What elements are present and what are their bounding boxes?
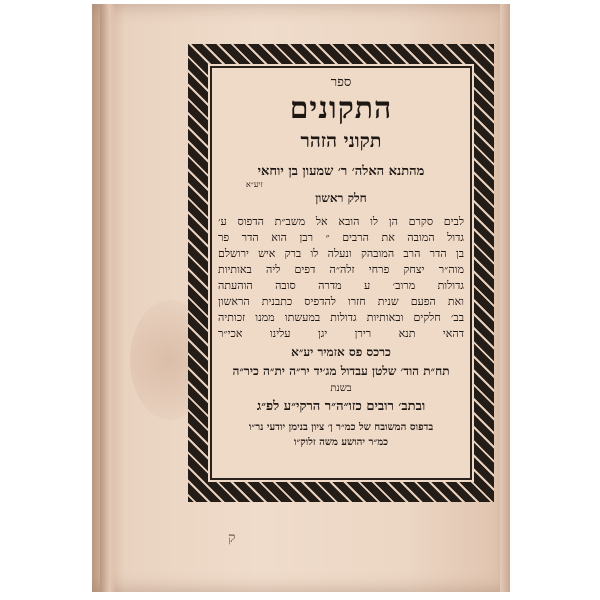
page-edge [500,4,510,592]
page-gutter [100,4,116,592]
author-line: מהתנא האלה׳ ר׳ שמעון בן יוחאי [257,164,425,179]
paragraph-line: גדול המובה את הרבים ״ רבן הוא הדר פר [218,231,464,244]
place-line: כרכס פס אזמיר יע״א [291,345,391,359]
paragraph-line: ואת הפעם שנית חזרו להדפיס כתבנית הראשון [218,295,464,308]
book-subtitle: תקוני הזהר [300,130,382,152]
paragraph-line: בב׳ חלקים ובאותיות גדולות במעשתו ממנו זכותיה [218,311,464,324]
year-label: בשנת [330,383,352,394]
ruler-line: תח״ת הוד׳ שלטן עבדול מג׳יד יר״ה ית״ה כיר״ה [232,364,450,378]
ornamental-border [188,44,494,502]
paragraph-line: דהאי תנא רירן יגן עלינו אכי״ר [218,327,464,340]
paragraph-line: מוה״ר יצחק פרחי זלה״ה דפים ליה באותיות [218,263,464,276]
paragraph-line: בן הדר הרב המובהק ונעלה לו ברק איש ירושלם [218,247,464,260]
margin-mark: ק [228,530,236,546]
book-title: התקונים [289,92,393,126]
year-line: ובתב׳ רובים כזו״ה״ר הרקי״ע לפ״ג [256,399,426,414]
paragraph-line: גדולות מרוב׳ ע מדרה סובה הוהעתה [218,279,464,292]
printer-line: בדפוס המשובח של כמ״ר ן׳ ציון בנימן יודעי נר״ו [248,422,434,433]
intro-paragraph [216,214,466,342]
printer-line-2: כמ״ר יהושע משה זלוק״ו [293,437,389,448]
author-suffix: זיע״א [246,180,263,189]
sefer-label: ספר [330,75,352,90]
part-label: חלק ראשון [315,191,367,205]
paragraph-line: לבים סקרם הן לו הובא אל משב״ת הדפוס ע׳ [218,215,464,228]
title-page-text [216,72,466,474]
